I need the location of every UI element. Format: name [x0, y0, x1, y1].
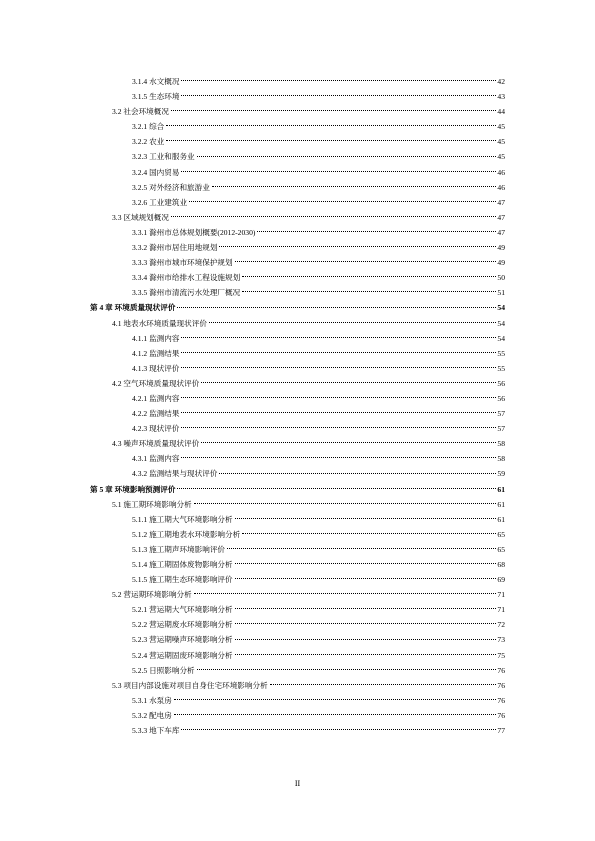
toc-entry-title: 3.3.1 滁州市总体规划概要(2012-2030): [132, 227, 256, 237]
toc-leader-dots: [235, 562, 497, 564]
toc-entry[interactable]: [0, 466, 595, 481]
toc-entry-title: 3.2.6 工业建筑业: [132, 197, 188, 207]
toc-entry[interactable]: [0, 331, 595, 346]
toc-leader-dots: [235, 638, 497, 640]
toc-entry-page: 55: [497, 363, 505, 373]
toc-entry-title: 4.3 噪声环境质量现状评价: [112, 439, 200, 449]
toc-entry[interactable]: [0, 104, 595, 119]
toc-leader-dots: [201, 441, 496, 443]
toc-entry[interactable]: [0, 527, 595, 542]
toc-entry[interactable]: [0, 663, 595, 678]
toc-entry[interactable]: [0, 557, 595, 572]
toc-leader-dots: [181, 456, 496, 458]
toc-entry[interactable]: [0, 285, 595, 300]
toc-entry-page: 76: [497, 710, 505, 720]
toc-entry-title: 5.3 项目内部设施对项目自身住宅环境影响分析: [112, 680, 268, 690]
toc-entry-title: 3.3.4 滁州市给排水工程设施规划: [132, 273, 241, 283]
toc-entry-title: 5.2.4 营运期固废环境影响分析: [132, 650, 233, 660]
toc-leader-dots: [270, 683, 497, 685]
toc-entry[interactable]: [0, 421, 595, 436]
toc-entry-title: 3.2.5 对外经济和旅游业: [132, 182, 210, 192]
toc-entry[interactable]: [0, 240, 595, 255]
toc-leader-dots: [181, 94, 496, 96]
toc-entry-title: 5.2.2 营运期废水环境影响分析: [132, 620, 233, 630]
toc-leader-dots: [235, 517, 497, 519]
toc-leader-dots: [257, 230, 496, 232]
toc-entry-title: 4.2 空气环境质量现状评价: [112, 378, 200, 388]
toc-leader-dots: [219, 245, 496, 247]
toc-leader-dots: [181, 728, 496, 730]
toc-entry-page: 57: [497, 409, 505, 419]
toc-entry[interactable]: [0, 149, 595, 164]
toc-entry-page: 56: [497, 393, 505, 403]
toc-entry[interactable]: [0, 617, 595, 632]
toc-leader-dots: [235, 607, 497, 609]
toc-entry-page: 65: [497, 529, 505, 539]
toc-entry[interactable]: [0, 482, 595, 497]
toc-entry-page: 54: [497, 318, 505, 328]
toc-entry-page: 71: [497, 590, 505, 600]
toc-entry-page: 42: [497, 77, 505, 86]
toc-entry-title: 3.2 社会环境概况: [112, 107, 169, 117]
toc-entry-title: 3.3.2 滁州市居住用地规划: [132, 243, 218, 253]
toc-entry-page: 56: [497, 378, 505, 388]
toc-entry[interactable]: [0, 632, 595, 647]
toc-entry-page: 73: [497, 635, 505, 645]
toc-entry[interactable]: [0, 572, 595, 587]
table-of-contents: [0, 74, 595, 738]
toc-leader-dots: [174, 713, 497, 715]
toc-entry-page: 61: [497, 514, 505, 524]
toc-leader-dots: [181, 336, 496, 338]
toc-entry-page: 44: [497, 107, 505, 117]
toc-leader-dots: [174, 698, 497, 700]
toc-entry-page: 46: [497, 167, 505, 177]
toc-entry-page: 68: [497, 560, 505, 569]
toc-entry[interactable]: [0, 180, 595, 195]
toc-leader-dots: [242, 290, 496, 292]
toc-entry[interactable]: [0, 270, 595, 285]
toc-entry-title: 3.2.2 农业: [132, 137, 165, 147]
toc-leader-dots: [201, 381, 496, 383]
toc-leader-dots: [177, 306, 496, 308]
toc-leader-dots: [197, 155, 497, 157]
toc-entry[interactable]: [0, 195, 595, 210]
toc-entry-title: 3.3.5 滁州市清流污水处理厂概况: [132, 288, 241, 298]
toc-leader-dots: [235, 622, 497, 624]
toc-entry-page: 45: [497, 137, 505, 147]
toc-entry-title: 3.2.4 国内贸易: [132, 167, 180, 177]
toc-leader-dots: [227, 547, 496, 549]
toc-leader-dots: [235, 577, 497, 579]
toc-entry-title: 3.2.3 工业和服务业: [132, 152, 195, 162]
toc-leader-dots: [177, 487, 496, 489]
toc-entry-title: 3.2.1 综合: [132, 122, 165, 132]
toc-entry[interactable]: [0, 391, 595, 406]
toc-leader-dots: [181, 366, 496, 368]
toc-entry-title: 5.2.1 营运期大气环境影响分析: [132, 605, 233, 615]
toc-entry-title: 4.1 地表水环境质量现状评价: [112, 318, 207, 328]
toc-entry-page: 72: [497, 620, 505, 630]
toc-entry[interactable]: [0, 361, 595, 376]
toc-entry-title: 5.1.3 施工期声环境影响评价: [132, 544, 226, 554]
toc-entry-page: 76: [497, 665, 505, 675]
toc-entry-title: 3.3 区域规划概况: [112, 212, 169, 222]
toc-entry-page: 51: [497, 288, 505, 298]
toc-entry[interactable]: [0, 587, 595, 602]
toc-entry[interactable]: [0, 542, 595, 557]
toc-entry-title: 4.2.3 现状评价: [132, 424, 180, 434]
toc-entry[interactable]: [0, 708, 595, 723]
toc-entry-title: 5.3.2 配电房: [132, 710, 172, 720]
toc-leader-dots: [181, 426, 496, 428]
toc-leader-dots: [197, 668, 497, 670]
toc-entry[interactable]: [0, 89, 595, 104]
toc-entry-title: 第 4 章 环境质量现状评价: [90, 303, 176, 313]
toc-entry-title: 第 5 章 环境影响预测评价: [90, 484, 176, 494]
page-number: II: [294, 779, 301, 788]
toc-entry[interactable]: [0, 134, 595, 149]
toc-entry-page: 77: [497, 726, 505, 736]
toc-entry-page: 45: [497, 152, 505, 162]
toc-entry-title: 4.3.1 监测内容: [132, 454, 180, 464]
toc-leader-dots: [194, 592, 497, 594]
toc-leader-dots: [235, 653, 497, 655]
toc-entry[interactable]: [0, 346, 595, 361]
toc-entry[interactable]: [0, 678, 595, 693]
toc-entry-title: 3.3.3 滁州市城市环境保护规划: [132, 258, 233, 268]
toc-leader-dots: [166, 124, 496, 126]
toc-entry[interactable]: [0, 648, 595, 663]
toc-entry-page: 58: [497, 454, 505, 464]
toc-leader-dots: [181, 396, 496, 398]
toc-entry-title: 4.2.2 监测结果: [132, 409, 180, 419]
toc-entry[interactable]: [0, 225, 595, 240]
toc-entry-page: 58: [497, 439, 505, 449]
toc-entry[interactable]: [0, 602, 595, 617]
toc-leader-dots: [171, 215, 496, 217]
toc-entry-title: 5.1.2 施工期地表水环境影响分析: [132, 529, 241, 539]
toc-entry-page: 49: [497, 258, 505, 268]
toc-entry[interactable]: [0, 210, 595, 225]
toc-entry[interactable]: [0, 300, 595, 315]
toc-entry-title: 5.2.5 日照影响分析: [132, 665, 195, 675]
toc-leader-dots: [219, 472, 496, 474]
toc-entry-page: 71: [497, 605, 505, 615]
toc-entry-title: 5.2 营运期环境影响分析: [112, 590, 192, 600]
toc-entry-page: 47: [497, 212, 505, 222]
toc-entry-page: 76: [497, 695, 505, 705]
toc-entry-page: 76: [497, 680, 505, 690]
toc-entry-title: 5.3.3 地下车库: [132, 726, 180, 736]
toc-entry[interactable]: [0, 255, 595, 270]
toc-entry-page: 75: [497, 650, 505, 660]
toc-entry-page: 69: [497, 575, 505, 585]
toc-entry-page: 55: [497, 348, 505, 358]
toc-entry-page: 49: [497, 243, 505, 253]
toc-entry-title: 5.1 施工期环境影响分析: [112, 499, 192, 509]
toc-entry-page: 61: [497, 484, 505, 494]
toc-entry-title: 4.3.2 监测结果与现状评价: [132, 469, 218, 479]
toc-entry-page: 65: [497, 544, 505, 554]
toc-entry-title: 5.1.5 施工期生态环境影响评价: [132, 575, 233, 585]
toc-entry-title: 5.1.1 施工期大气环境影响分析: [132, 514, 233, 524]
toc-entry-page: 46: [497, 182, 505, 192]
toc-entry-page: 47: [497, 227, 505, 237]
toc-entry[interactable]: [0, 406, 595, 421]
toc-entry-page: 45: [497, 122, 505, 132]
toc-entry[interactable]: [0, 165, 595, 180]
toc-leader-dots: [166, 139, 496, 141]
toc-entry[interactable]: [0, 316, 595, 331]
toc-leader-dots: [235, 260, 497, 262]
toc-leader-dots: [181, 79, 496, 81]
toc-entry-page: 54: [497, 303, 505, 313]
toc-leader-dots: [242, 275, 496, 277]
toc-leader-dots: [189, 200, 496, 202]
toc-entry[interactable]: [0, 119, 595, 134]
toc-entry-title: 4.1.3 现状评价: [132, 363, 180, 373]
toc-leader-dots: [242, 532, 496, 534]
toc-entry-page: 61: [497, 499, 505, 509]
toc-leader-dots: [171, 109, 496, 111]
toc-entry[interactable]: [0, 497, 595, 512]
toc-entry-title: 4.1.1 监测内容: [132, 333, 180, 343]
toc-leader-dots: [209, 321, 496, 323]
toc-entry[interactable]: [0, 693, 595, 708]
toc-leader-dots: [181, 411, 496, 413]
toc-entry[interactable]: [0, 74, 595, 89]
toc-entry-page: 50: [497, 273, 505, 283]
toc-entry[interactable]: [0, 436, 595, 451]
toc-entry[interactable]: [0, 451, 595, 466]
toc-leader-dots: [212, 185, 497, 187]
toc-entry-title: 5.3.1 水泵房: [132, 695, 172, 705]
toc-leader-dots: [194, 502, 497, 504]
toc-entry[interactable]: [0, 376, 595, 391]
toc-leader-dots: [181, 170, 496, 172]
toc-entry-title: 5.1.4 施工期固体废物影响分析: [132, 560, 233, 569]
toc-entry-page: 54: [497, 333, 505, 343]
toc-leader-dots: [181, 351, 496, 353]
toc-entry-title: 3.1.4 水文概况: [132, 77, 180, 86]
toc-entry[interactable]: [0, 512, 595, 527]
toc-entry-title: 5.2.3 营运期噪声环境影响分析: [132, 635, 233, 645]
toc-entry-title: 3.1.5 生态环境: [132, 92, 180, 102]
toc-entry-title: 4.2.1 监测内容: [132, 393, 180, 403]
toc-entry-page: 57: [497, 424, 505, 434]
toc-entry-page: 47: [497, 197, 505, 207]
toc-entry-page: 43: [497, 92, 505, 102]
toc-entry[interactable]: [0, 723, 595, 738]
toc-entry-title: 4.1.2 监测结果: [132, 348, 180, 358]
toc-entry-page: 59: [497, 469, 505, 479]
